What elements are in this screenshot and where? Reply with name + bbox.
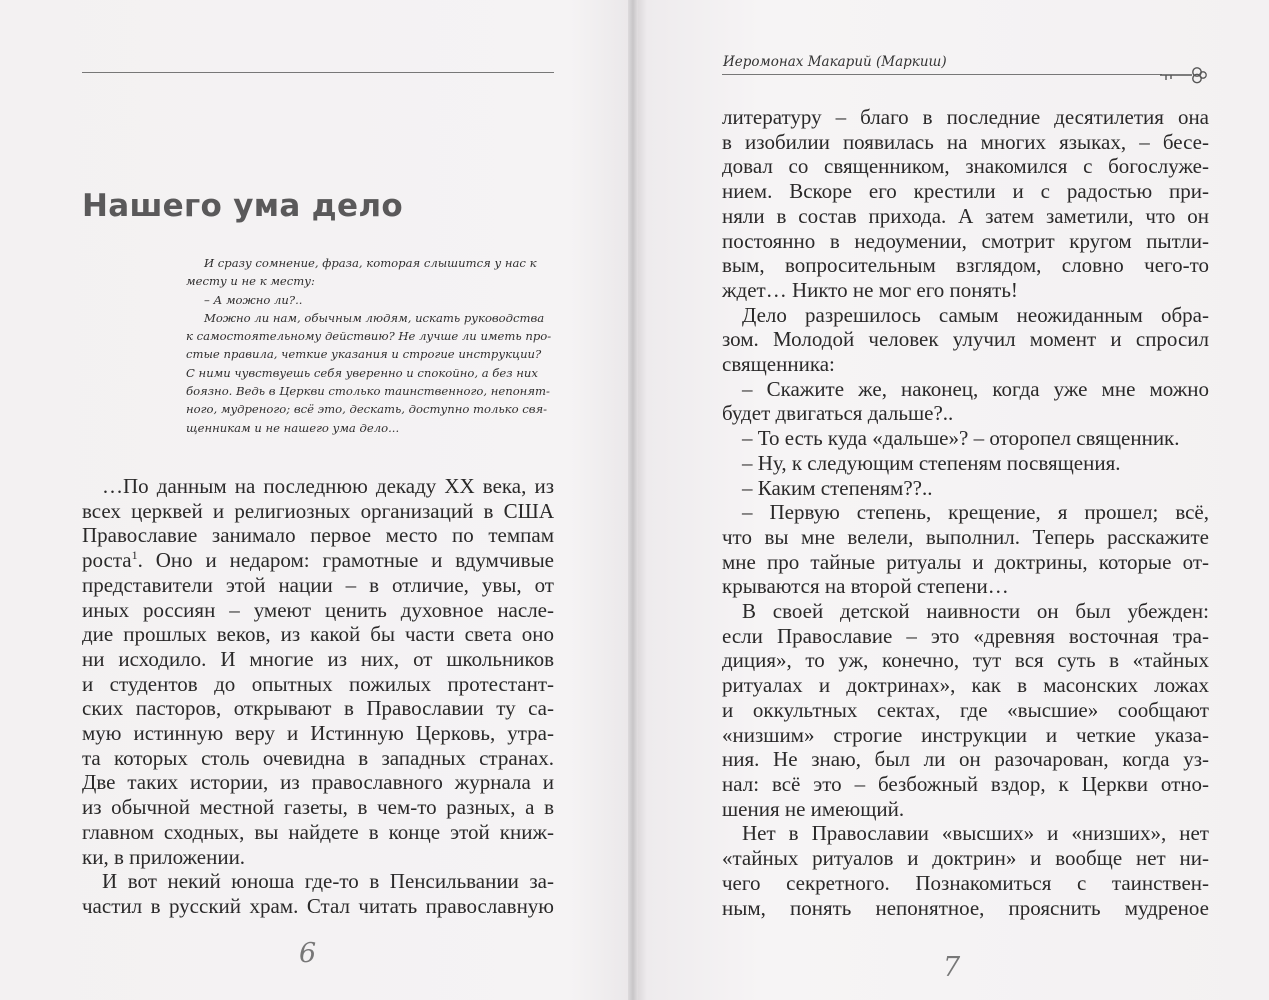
body-text: роста xyxy=(82,548,132,573)
body-line: священника: xyxy=(722,352,835,377)
body-line: ния. Не знаю, был ли он разочарован, когда уз- xyxy=(722,747,1209,772)
body-line: представители этой нации – в отличие, увы, от xyxy=(82,572,554,597)
intro-line: С ними чувствуешь себя уверенно и спокойно, а без них xyxy=(186,365,538,380)
body-line: зом. Молодой человек улучил момент и спросил xyxy=(722,327,1209,352)
page-number: 6 xyxy=(299,938,317,969)
body-line: Дело разрешилось самым неожиданным обра- xyxy=(742,302,1209,327)
intro-line: Можно ли нам, обычным людям, искать руководства xyxy=(204,310,545,325)
body-line: Православие занимало первое место по темпам xyxy=(82,523,554,548)
body-line: шения не имеющий. xyxy=(722,796,905,821)
page-number: 7 xyxy=(943,952,961,983)
body-line: чего секретного. Познакомиться с таинствен- xyxy=(722,870,1209,895)
body-line: «тайных ритуалов и доктрин» и вообще нет ни- xyxy=(722,846,1209,871)
body-line: Нет в Православии «высших» и «низших», нет xyxy=(742,821,1209,846)
body-line: та которых столь очевидна в западных странах. xyxy=(82,745,554,770)
body-line: ни исходило. И многие из них, от школьников xyxy=(82,646,554,671)
body-line: …По данным на последнюю декаду XX века, из xyxy=(102,474,554,498)
body-line: В своей детской наивности он был убежден: xyxy=(742,599,1209,624)
body-line: ждет… Никто не мог его понять! xyxy=(722,277,1018,302)
body-line: няли в состав прихода. А затем заметили, что он xyxy=(722,203,1209,228)
key-icon xyxy=(1160,66,1208,84)
intro-line: боязно. Ведь в Церкви столько таинственного, непонят- xyxy=(186,384,550,399)
intro-line: И сразу сомнение, фраза, которая слышится у нас к xyxy=(204,256,537,270)
body-line: довал со священником, знакомился с богослуже- xyxy=(722,154,1209,179)
body-line: иных россиян – умеют ценить духовное насле- xyxy=(82,597,554,622)
right-page xyxy=(638,0,1269,1000)
dialogue-line: – Скажите же, наконец, когда уже мне можно xyxy=(742,376,1209,401)
body-line: мне про тайные ритуалы и доктрины, которые от- xyxy=(722,549,1209,574)
body-line: главном сходных, вы найдете в конце этой книж- xyxy=(82,819,554,844)
body-line: если Православие – это «древняя восточная тра- xyxy=(722,623,1209,648)
left-body-text xyxy=(82,474,554,919)
body-line-with-footnote xyxy=(82,548,554,573)
body-line: литературу – благо в последние десятилетия она xyxy=(722,105,1209,129)
body-line: нием. Вскоре его крестили и с радостью при- xyxy=(722,179,1209,204)
body-line: и оккультных сектах, где «высшие» сообщают xyxy=(722,697,1209,722)
body-line: вым, вопросительным взглядом, словно чего-то xyxy=(722,253,1209,278)
intro-line: ного, мудреного; всё это, дескать, доступно только свя- xyxy=(186,402,548,417)
intro-line: к самостоятельному действию? Не лучше ли иметь про- xyxy=(186,329,552,344)
epigraph-intro xyxy=(186,254,556,437)
body-line: И вот некий юноша где-то в Пенсильвании за- xyxy=(102,869,554,894)
body-line: диция», то уж, конечно, тут вся суть в «тайных xyxy=(722,648,1209,673)
intro-line: стые правила, четкие указания и строгие инструкции? xyxy=(186,347,542,362)
body-line: мую истинную веру и Истинную Церковь, утра- xyxy=(82,721,554,746)
intro-line: щенникам и не нашего ума дело... xyxy=(186,420,400,435)
dialogue-line: – Каким степеням??.. xyxy=(742,475,933,500)
body-line: нал: всё это – безбожный вздор, к Церкви отно- xyxy=(722,771,1209,796)
dialogue-line: – То есть куда «дальше»? – оторопел священник. xyxy=(742,426,1180,451)
body-line: ным, понять непонятное, прояснить мудреное xyxy=(722,895,1209,920)
body-line: частил в русский храм. Стал читать православную xyxy=(82,893,554,918)
body-line: «низшим» строгие инструкции и четкие указа- xyxy=(722,722,1209,747)
body-line: всех церквей и религиозных организаций в США xyxy=(82,498,554,523)
running-head: Иеромонах Макарий (Маркиш) xyxy=(723,54,947,70)
footnote-marker[interactable]: 1 xyxy=(131,548,138,563)
top-rule xyxy=(722,74,1162,75)
top-rule xyxy=(82,72,554,73)
chapter-title: Нашего ума дело xyxy=(82,188,403,224)
body-text: . Оно и недаром: грамотные и вдумчивые xyxy=(137,548,554,573)
body-line: ритуалах и доктринах», как в масонских ложах xyxy=(722,673,1209,698)
right-body-text xyxy=(722,105,1209,920)
intro-line: месту и не к месту: xyxy=(186,274,315,289)
body-line: из обычной местной газеты, в чем-то разных, а в xyxy=(82,795,554,820)
intro-line: – А можно ли?.. xyxy=(204,292,303,307)
dialogue-line: – Первую степень, крещение, я прошел; всё, xyxy=(742,500,1209,525)
body-line: дие прошлых веков, из какой бы части света оно xyxy=(82,622,554,647)
body-line: постоянно в недоумении, смотрит кругом пытли- xyxy=(722,228,1209,253)
body-line: крываются на второй степени… xyxy=(722,574,1009,599)
body-line: и студентов до опытных пожилых протестант- xyxy=(82,671,554,696)
body-line: что вы мне велели, выполнил. Теперь расскажите xyxy=(722,524,1209,549)
book-gutter xyxy=(628,0,638,1000)
dialogue-line: будет двигаться дальше?.. xyxy=(722,401,954,426)
body-line: ки, в приложении. xyxy=(82,844,246,869)
body-line: ских пасторов, открывают в Православии ту са- xyxy=(82,696,554,721)
left-page xyxy=(0,0,628,1000)
dialogue-line: – Ну, к следующим степеням посвящения. xyxy=(742,450,1121,475)
body-line: в изобилии появилась на многих языках, – бесе- xyxy=(722,129,1209,154)
body-line: Две таких истории, из православного журнала и xyxy=(82,770,554,795)
